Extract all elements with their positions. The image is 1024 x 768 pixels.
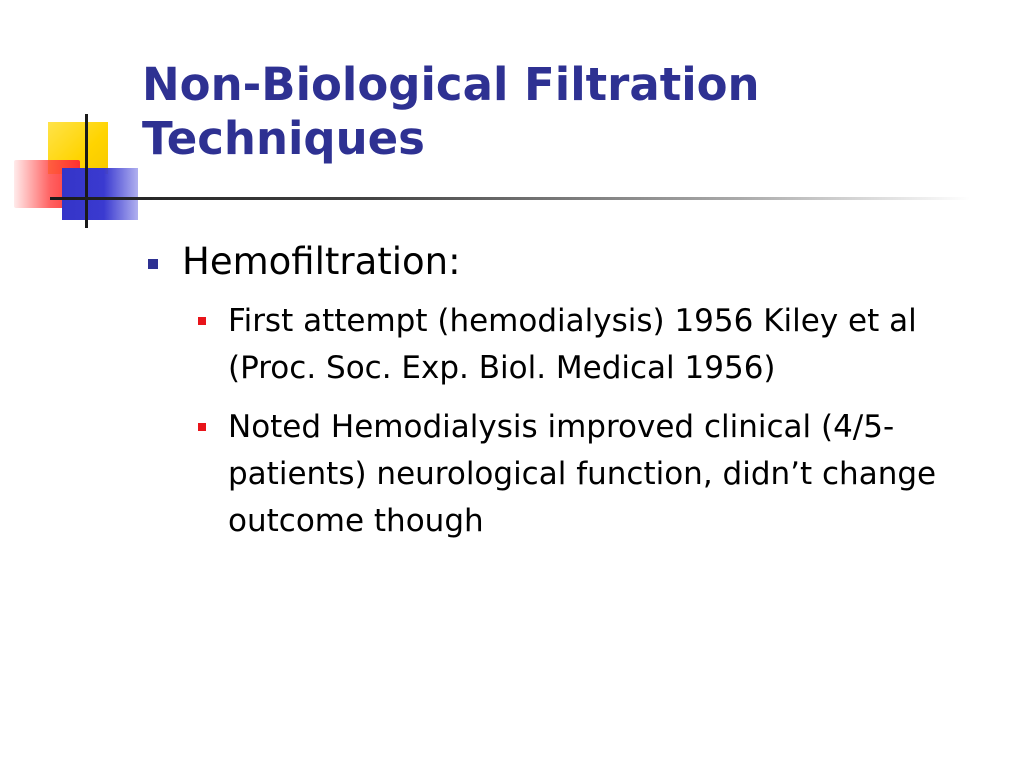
sub-bullet-list: [196, 298, 996, 545]
square-bullet-icon: [198, 317, 206, 325]
bullet-level1-text: Hemofiltration:: [182, 240, 461, 283]
bullet-level2-text: First attempt (hemodialysis) 1956 Kiley et al (Proc. Soc. Exp. Biol. Medical 1956): [228, 303, 917, 386]
bullet-level1: [146, 238, 996, 286]
slide-body: [146, 238, 996, 557]
slide-title: [142, 58, 1002, 166]
vertical-rule-decoration: [85, 114, 88, 228]
slide-title-line-1: Non-Biological Filtration: [142, 58, 760, 111]
square-bullet-icon: [148, 259, 158, 269]
square-bullet-icon: [198, 423, 206, 431]
bullet-level2-text: Noted Hemodialysis improved clinical (4/5-patients) neurological function, didn’t change outcome though: [228, 409, 937, 539]
title-underline: [50, 197, 970, 200]
bullet-level2: [196, 298, 998, 392]
slide-title-line-2: Techniques: [142, 112, 425, 165]
bullet-level2: [196, 404, 998, 545]
blue-square-decoration: [62, 168, 138, 220]
